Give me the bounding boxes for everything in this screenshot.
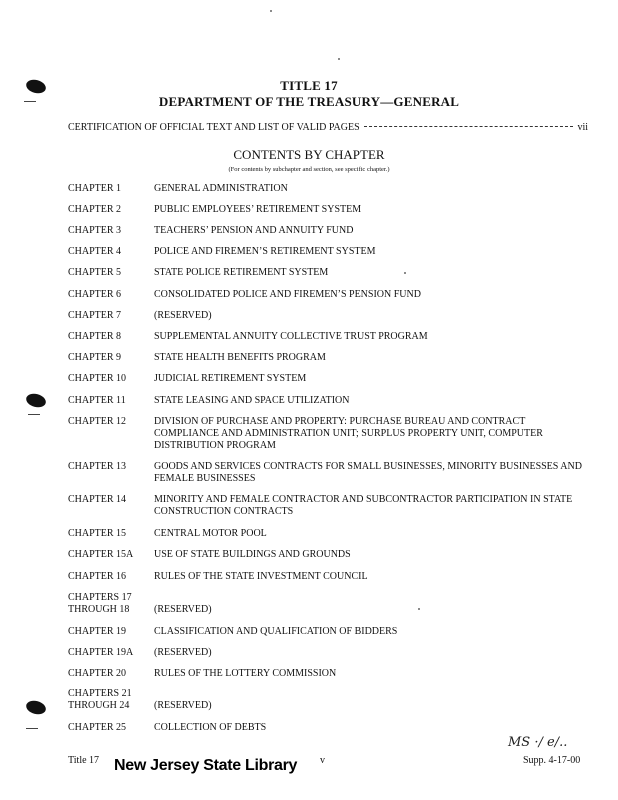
chapter-number: CHAPTER 15A (68, 549, 134, 560)
certification-text: CERTIFICATION OF OFFICIAL TEXT AND LIST OF VALID PAGES (68, 122, 360, 133)
chapter-title: STATE POLICE RETIREMENT SYSTEM (154, 267, 329, 278)
chapter-number: CHAPTER 2 (68, 204, 122, 215)
chapter-title: STATE LEASING AND SPACE UTILIZATION (154, 395, 350, 406)
contents-note: (For contents by subchapter and section, see specific chapter.) (228, 166, 390, 173)
chapter-title: TEACHERS’ PENSION AND ANNUITY FUND (154, 225, 354, 236)
chapter-number: CHAPTERS 17 THROUGH 18 (68, 592, 132, 615)
chapter-number: CHAPTER 9 (68, 352, 122, 363)
chapter-title: DIVISION OF PURCHASE AND PROPERTY: PURCHASE BUREAU AND CONTRACT COMPLIANCE AND ADMINISTRATION UNIT; SURPLUS PROPERTY UNIT, COMPUTER DISTRIBUTION PROGRAM (154, 416, 543, 451)
chapter-title: (RESERVED) (154, 647, 212, 658)
chapter-number: CHAPTER 6 (68, 289, 122, 300)
hole-punch-mark (25, 392, 48, 410)
chapter-title: MINORITY AND FEMALE CONTRACTOR AND SUBCONTRACTOR PARTICIPATION IN STATE CONSTRUCTION CONTRACTS (154, 494, 573, 517)
chapter-title: POLICE AND FIREMEN’S RETIREMENT SYSTEM (154, 246, 376, 257)
chapter-title: (RESERVED) (154, 700, 212, 711)
chapter-number: CHAPTERS 21 THROUGH 24 (68, 688, 132, 711)
chapter-title: RULES OF THE STATE INVESTMENT COUNCIL (154, 571, 368, 582)
chapter-number: CHAPTER 10 (68, 373, 127, 384)
chapter-number: CHAPTER 5 (68, 267, 122, 278)
title-number: TITLE 17 (280, 78, 338, 93)
chapter-title: (RESERVED) (154, 310, 212, 321)
chapter-number: CHAPTER 20 (68, 668, 127, 679)
library-stamp: New Jersey State Library (114, 757, 298, 774)
chapter-title: SUPPLEMENTAL ANNUITY COLLECTIVE TRUST PROGRAM (154, 331, 428, 342)
chapter-number: CHAPTER 8 (68, 331, 122, 342)
scan-mark (28, 414, 40, 415)
chapter-title: GOODS AND SERVICES CONTRACTS FOR SMALL BUSINESSES, MINORITY BUSINESSES AND FEMALE BUSINESSES (154, 461, 582, 484)
chapter-title: USE OF STATE BUILDINGS AND GROUNDS (154, 549, 351, 560)
chapter-title: GENERAL ADMINISTRATION (154, 183, 288, 194)
contents-heading: CONTENTS BY CHAPTER (233, 147, 385, 162)
chapter-title: RULES OF THE LOTTERY COMMISSION (154, 668, 337, 679)
chapter-number: CHAPTER 14 (68, 494, 127, 505)
chapter-title: PUBLIC EMPLOYEES’ RETIREMENT SYSTEM (154, 204, 362, 215)
footer-title: Title 17 (68, 755, 100, 766)
chapter-number: CHAPTER 11 (68, 395, 126, 406)
chapter-number: CHAPTER 4 (68, 246, 122, 257)
scan-mark (26, 728, 38, 729)
scan-speck (270, 10, 272, 12)
title-department: DEPARTMENT OF THE TREASURY—GENERAL (158, 94, 460, 109)
chapter-title: COLLECTION OF DEBTS (154, 722, 267, 733)
chapter-number: CHAPTER 7 (68, 310, 122, 321)
chapter-number: CHAPTER 13 (68, 461, 127, 472)
hole-punch-mark (25, 699, 48, 717)
leader-dashes (364, 126, 574, 127)
chapter-number: CHAPTER 19 (68, 626, 127, 637)
chapter-number: CHAPTER 25 (68, 722, 127, 733)
certification-page: vii (577, 122, 588, 133)
chapter-number: CHAPTER 3 (68, 225, 122, 236)
chapter-number: CHAPTER 1 (68, 183, 122, 194)
chapter-title: STATE HEALTH BENEFITS PROGRAM (154, 352, 326, 363)
chapter-number: CHAPTER 12 (68, 416, 127, 427)
chapter-number: CHAPTER 16 (68, 571, 127, 582)
chapter-title: JUDICIAL RETIREMENT SYSTEM (154, 373, 307, 384)
chapter-title: (RESERVED) (154, 604, 212, 615)
chapter-number: CHAPTER 15 (68, 528, 127, 539)
page-number: v (320, 755, 325, 766)
chapter-number: CHAPTER 19A (68, 647, 134, 658)
chapter-title: CENTRAL MOTOR POOL (154, 528, 267, 539)
chapter-title: CONSOLIDATED POLICE AND FIREMEN’S PENSION FUND (154, 289, 421, 300)
certification-line (68, 122, 588, 133)
handwritten-note: MS ·/ e/.. (508, 735, 568, 750)
chapter-title: CLASSIFICATION AND QUALIFICATION OF BIDDERS (154, 626, 398, 637)
scan-speck (338, 58, 340, 60)
supplement-date: Supp. 4-17-00 (523, 755, 581, 766)
